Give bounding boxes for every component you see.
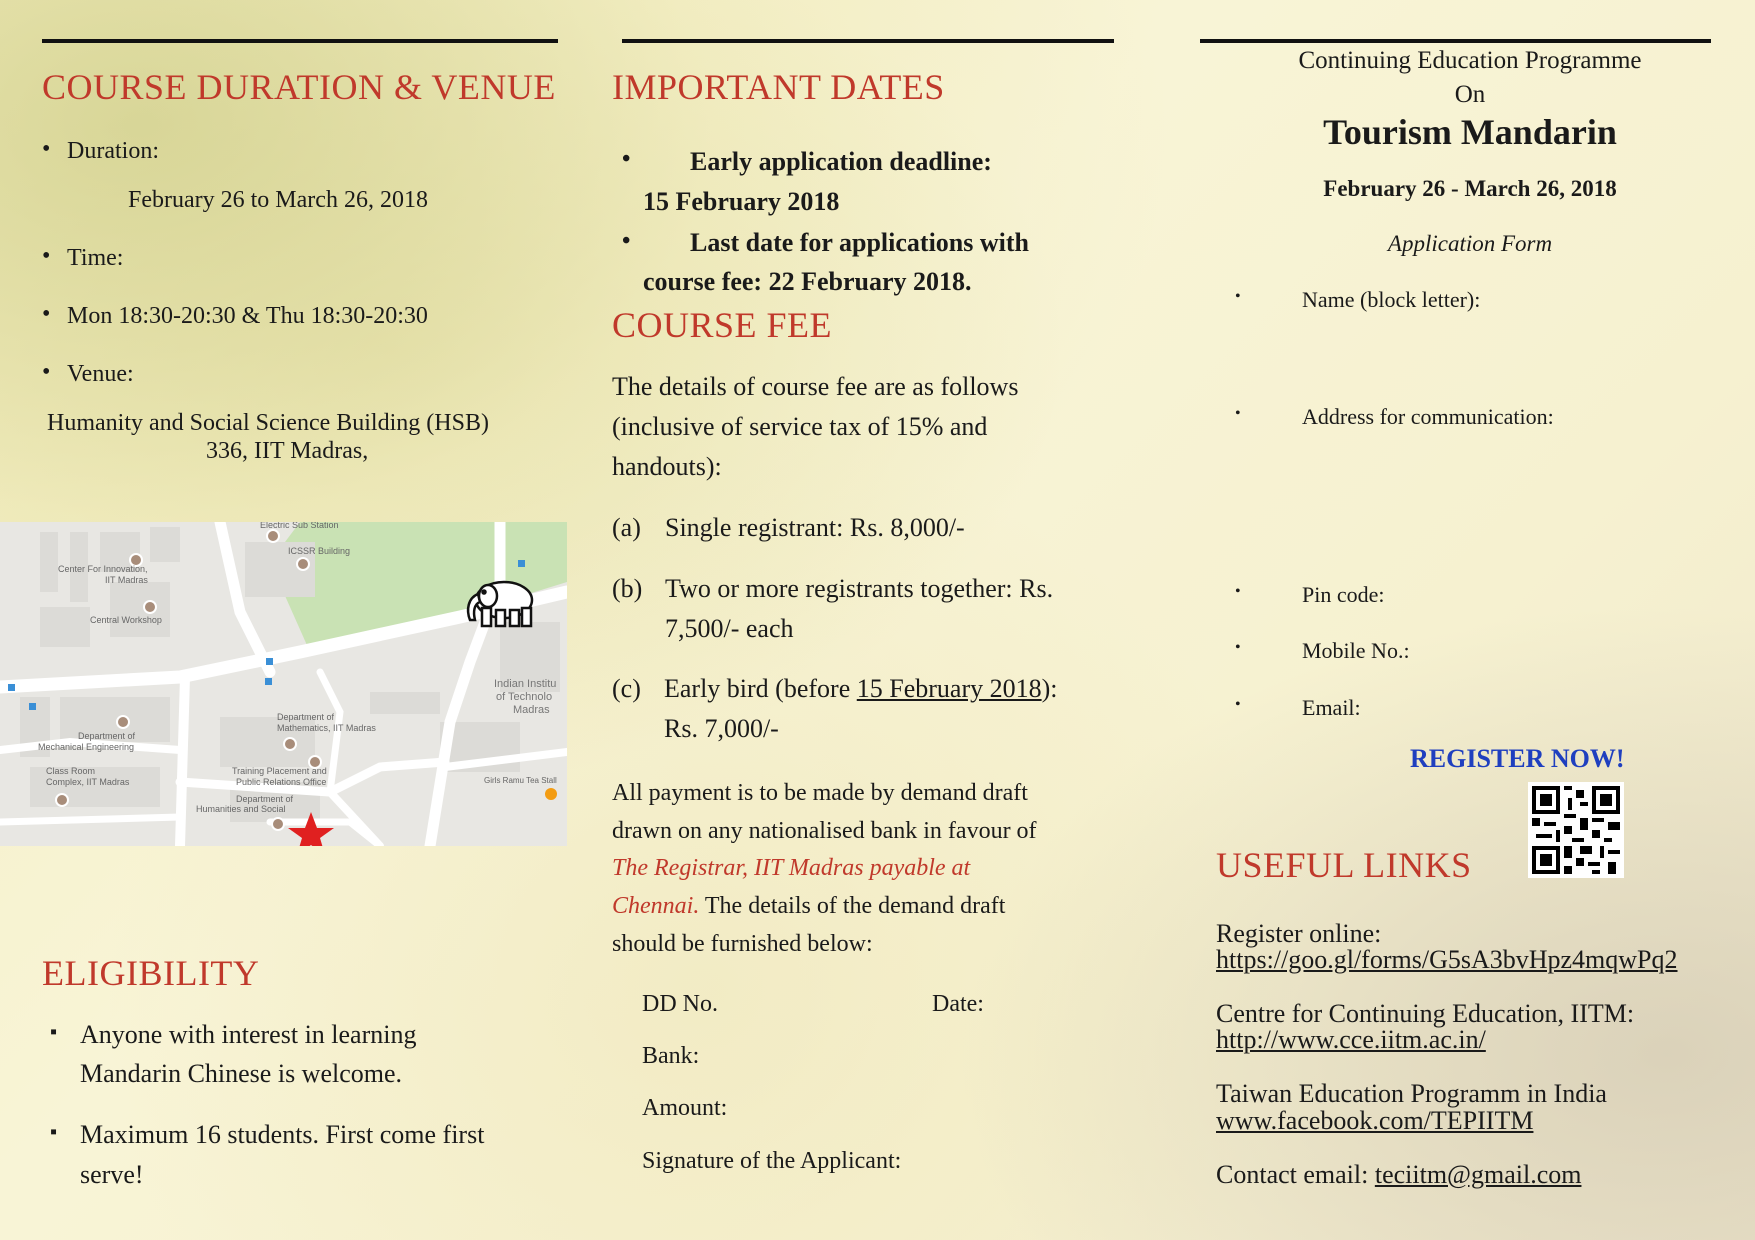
elig1-line1: Anyone with interest in learning	[80, 1020, 417, 1049]
col1-top-rule	[42, 39, 558, 43]
elig1-line2: Mandarin Chinese is welcome.	[80, 1059, 403, 1088]
map-label-innovation2: IIT Madras	[105, 575, 148, 585]
application-form-label: Application Form	[1387, 231, 1553, 256]
field-pin-bullet: •	[1235, 583, 1241, 600]
map-label-hss1: Department of	[236, 794, 294, 804]
map-label-mech2: Mechanical Engineering	[38, 742, 135, 752]
payment-chennai: Chennai.	[612, 893, 700, 919]
fee-c-line2: Rs. 7,000/-	[664, 714, 779, 743]
fee-c-pre: Early bird (before	[664, 674, 857, 703]
map-label-indian1: Indian Institu	[494, 678, 557, 690]
map-label-mech1: Department of	[78, 731, 136, 741]
eligibility-heading: ELIGIBILITY	[42, 953, 260, 993]
venue-line2: 336, IIT Madras,	[206, 438, 369, 464]
map-label-classroom1: Class Room	[46, 766, 96, 776]
field-pin-label: Pin code:	[1302, 582, 1385, 607]
dd-no-label: DD No.	[642, 991, 718, 1017]
elig2-line2: serve!	[80, 1160, 144, 1189]
register-online-link[interactable]: https://goo.gl/forms/G5sA3bvHpz4mqwPq2	[1216, 945, 1678, 974]
fee-b-line1: Two or more registrants together: Rs.	[665, 574, 1054, 603]
important-dates-heading: IMPORTANT DATES	[612, 67, 945, 107]
dd-date-label: Date:	[932, 991, 984, 1017]
date2-line2: course fee: 22 February 2018.	[643, 267, 972, 296]
duration-bullet: •	[42, 136, 51, 162]
map-label-hss2: Humanities and Social	[196, 804, 286, 814]
bank-label: Bank:	[642, 1043, 700, 1069]
time-bullet: •	[42, 243, 51, 269]
date1-line1: Early application deadline:	[690, 147, 992, 176]
qr-code-icon[interactable]	[1528, 782, 1624, 878]
register-now[interactable]: REGISTER NOW!	[1410, 744, 1625, 773]
fee-c-date: 15 February 2018	[856, 674, 1042, 703]
payment-line5: should be furnished below:	[612, 931, 873, 957]
signature-label: Signature of the Applicant:	[642, 1148, 902, 1174]
payment-line4	[612, 891, 1005, 921]
contact-line	[1216, 1159, 1581, 1192]
map-label-icssr: ICSSR Building	[288, 546, 351, 556]
date2-bullet: •	[622, 228, 631, 254]
fee-b-line2: 7,500/- each	[665, 614, 794, 643]
map-label-math1: Department of	[277, 712, 335, 722]
contact-label: Contact email:	[1216, 1160, 1375, 1189]
field-address-bullet: •	[1235, 405, 1241, 422]
payment-line3: The Registrar, IIT Madras payable at	[612, 855, 971, 881]
link1-label: Register online:	[1216, 919, 1382, 948]
time-label: Time:	[67, 245, 124, 271]
fee-intro-line2: (inclusive of service tax of 15% and	[612, 412, 988, 441]
elig2-line1: Maximum 16 students. First come first	[80, 1120, 485, 1149]
field-email-bullet: •	[1235, 696, 1241, 713]
venue-label: Venue:	[67, 361, 134, 387]
elig1-bullet: ▪	[50, 1021, 58, 1043]
field-address-label: Address for communication:	[1302, 404, 1554, 429]
programme-label: Continuing Education Programme	[1298, 47, 1642, 74]
map-label-workshop: Central Workshop	[90, 615, 162, 625]
facebook-link[interactable]: www.facebook.com/TEPIITM	[1216, 1106, 1534, 1135]
map-label-girls: Girls Ramu Tea Stall	[484, 776, 557, 785]
map-label-indian2: of Technolo	[496, 691, 553, 703]
fee-c-post: ):	[1041, 674, 1058, 703]
field-email-label: Email:	[1302, 695, 1361, 720]
campus-map	[0, 522, 567, 846]
map-label-innovation1: Center For Innovation,	[58, 564, 148, 574]
map-label-training2: Public Relations Office	[236, 777, 327, 787]
fee-a-value: Single registrant: Rs. 8,000/-	[665, 513, 965, 542]
course-fee-heading: COURSE FEE	[612, 305, 833, 345]
col2-top-rule	[622, 39, 1114, 43]
useful-links-heading: USEFUL LINKS	[1216, 845, 1472, 885]
course-dates: February 26 - March 26, 2018	[1323, 176, 1617, 201]
date1-line2: 15 February 2018	[643, 187, 840, 216]
map-label-indian3: Madras	[513, 704, 550, 716]
fee-a-label: (a)	[612, 513, 641, 542]
duration-label: Duration:	[67, 138, 159, 164]
duration-value: February 26 to March 26, 2018	[128, 187, 428, 213]
link2-label: Centre for Continuing Education, IITM:	[1216, 999, 1635, 1028]
payment-line4-rest: The details of the demand draft	[699, 893, 1006, 919]
time-value: Mon 18:30-20:30 & Thu 18:30-20:30	[67, 303, 428, 329]
field-mobile-label: Mobile No.:	[1302, 638, 1410, 663]
on-label: On	[1454, 81, 1486, 108]
fee-intro-line1: The details of course fee are as follows	[612, 372, 1019, 401]
map-label-training1: Training Placement and	[232, 766, 327, 776]
fee-intro-line3: handouts):	[612, 452, 722, 481]
venue-bullet: •	[42, 359, 51, 385]
col3-top-rule	[1200, 39, 1711, 43]
payment-line2: drawn on any nationalised bank in favour of	[612, 818, 1037, 844]
link3-label: Taiwan Education Programm in India	[1216, 1079, 1607, 1108]
fee-b-label: (b)	[612, 574, 643, 603]
date2-line1: Last date for applications with	[690, 228, 1029, 257]
map-label-math2: Mathematics, IIT Madras	[277, 723, 376, 733]
amount-label: Amount:	[642, 1095, 728, 1121]
duration-venue-heading: COURSE DURATION & VENUE	[42, 67, 556, 107]
field-name-bullet: •	[1235, 288, 1241, 305]
fee-c-label: (c)	[612, 674, 641, 703]
payment-line1: All payment is to be made by demand draft	[612, 780, 1028, 806]
venue-line1: Humanity and Social Science Building (HSB)	[47, 410, 489, 436]
contact-email-link[interactable]: teciitm@gmail.com	[1374, 1160, 1582, 1189]
time-value-bullet: •	[42, 301, 51, 327]
map-label-classroom2: Complex, IIT Madras	[46, 777, 130, 787]
map-label-electric: Electric Sub Station	[260, 522, 339, 530]
fee-c-line1	[664, 673, 1058, 706]
field-mobile-bullet: •	[1235, 639, 1241, 656]
cce-link[interactable]: http://www.cce.iitm.ac.in/	[1216, 1025, 1486, 1054]
course-title: Tourism Mandarin	[1323, 112, 1617, 152]
elig2-bullet: ▪	[50, 1121, 58, 1143]
field-name-label: Name (block letter):	[1302, 287, 1481, 312]
date1-bullet: •	[622, 146, 631, 172]
